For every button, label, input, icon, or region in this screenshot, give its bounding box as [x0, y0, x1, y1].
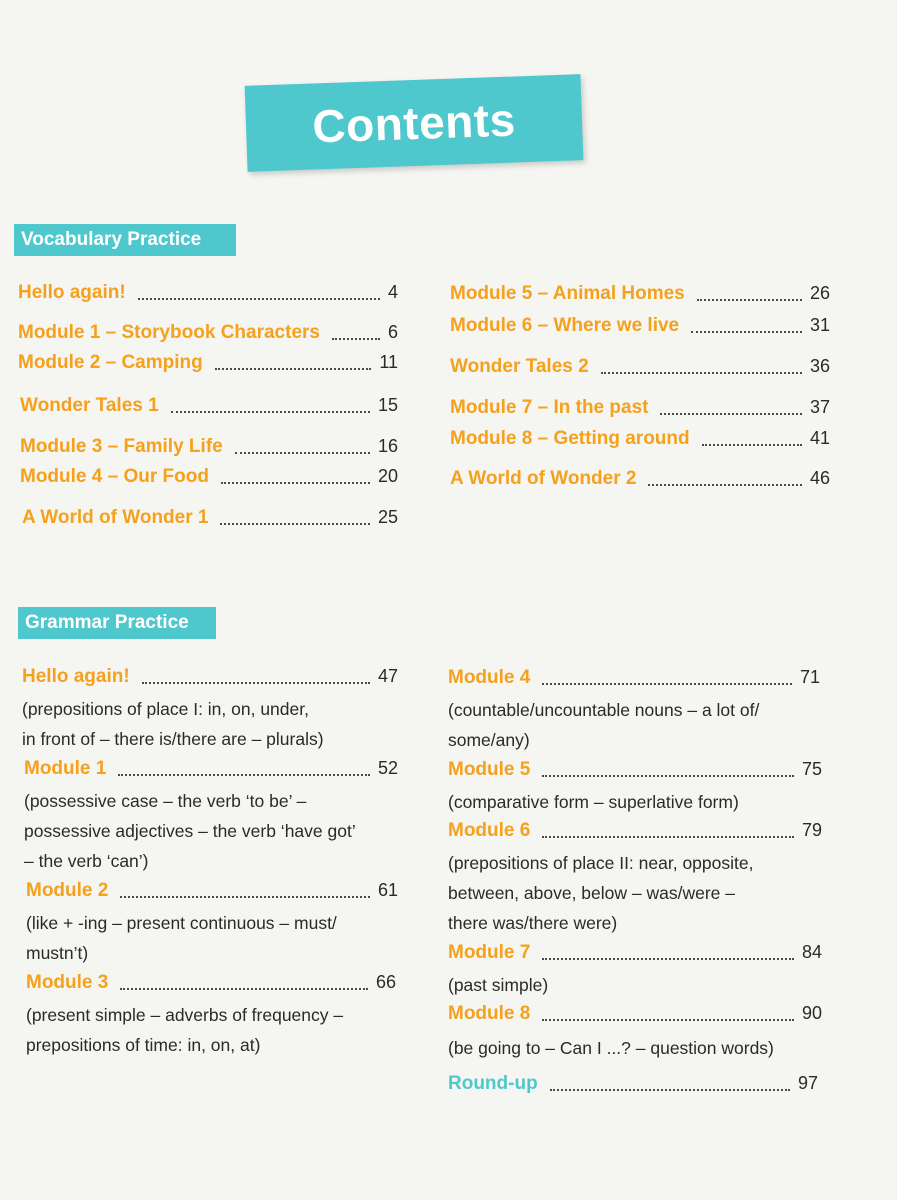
page-number: 97 — [797, 1073, 818, 1093]
dot-leader — [648, 483, 801, 486]
page-number: 79 — [801, 820, 822, 840]
entry-label: Module 4 — [448, 667, 531, 688]
page-number: 52 — [377, 758, 398, 778]
dot-leader — [118, 773, 370, 776]
page-number: 11 — [379, 352, 398, 372]
vocab-entry-module-2[interactable] — [18, 352, 398, 374]
page-number: 4 — [387, 282, 398, 302]
dot-leader — [542, 682, 792, 685]
dot-leader — [138, 297, 380, 300]
page-number: 41 — [809, 428, 830, 448]
page-number: 16 — [377, 436, 398, 456]
dot-leader — [220, 522, 369, 525]
page-number: 47 — [377, 666, 398, 686]
grammar-desc-line: there was/there were) — [448, 913, 618, 933]
entry-label: Module 2 – Camping — [18, 352, 203, 373]
entry-label: Module 3 — [26, 972, 109, 993]
dot-leader — [120, 895, 370, 898]
grammar-desc-line: (past simple) — [448, 975, 549, 995]
grammar-desc-line: (present simple – adverbs of frequency – — [26, 1005, 344, 1025]
entry-label: Module 8 – Getting around — [450, 428, 690, 449]
dot-leader — [221, 481, 370, 484]
grammar-desc-line: (countable/uncountable nouns – a lot of/ — [448, 700, 760, 720]
page-number: 26 — [809, 283, 830, 303]
grammar-desc-line: (possessive case – the verb ‘to be’ – — [24, 791, 307, 811]
contents-title-banner — [245, 74, 584, 172]
entry-label: Module 3 – Family Life — [20, 436, 223, 457]
dot-leader — [691, 330, 802, 333]
vocab-entry-module-5[interactable] — [450, 283, 830, 305]
entry-label: Module 2 — [26, 880, 109, 901]
dot-leader — [542, 835, 794, 838]
page-number: 6 — [387, 322, 398, 342]
vocab-entry-wonder-tales-1[interactable] — [20, 395, 398, 417]
entry-label: Hello again! — [22, 666, 130, 687]
page-number: 75 — [801, 759, 822, 779]
vocab-entry-module-8[interactable] — [450, 428, 830, 450]
entry-label: Module 8 — [448, 1003, 531, 1024]
entry-label: A World of Wonder 2 — [450, 468, 637, 489]
vocab-entry-world-of-wonder-1[interactable] — [22, 507, 398, 529]
vocab-entry-wonder-tales-2[interactable] — [450, 356, 830, 378]
entry-label: Wonder Tales 1 — [20, 395, 159, 416]
entry-label: Hello again! — [18, 282, 126, 303]
page-number: 61 — [377, 880, 398, 900]
page-number: 90 — [801, 1003, 822, 1023]
grammar-entry-module-4[interactable] — [448, 667, 820, 689]
entry-label: A World of Wonder 1 — [22, 507, 209, 528]
page-number: 15 — [377, 395, 398, 415]
entry-label: Module 7 — [448, 942, 531, 963]
page-number: 84 — [801, 942, 822, 962]
page-number: 31 — [809, 315, 830, 335]
grammar-entry-hello-again[interactable] — [22, 666, 398, 688]
entry-label: Module 4 – Our Food — [20, 466, 209, 487]
grammar-entry-round-up[interactable] — [448, 1073, 818, 1095]
vocab-entry-world-of-wonder-2[interactable] — [450, 468, 830, 490]
entry-label: Module 5 – Animal Homes — [450, 283, 685, 304]
grammar-desc-line: mustn’t) — [26, 943, 89, 963]
grammar-desc-line: – the verb ‘can’) — [24, 851, 149, 871]
entry-label: Module 7 – In the past — [450, 397, 649, 418]
dot-leader — [702, 443, 802, 446]
vocab-entry-module-6[interactable] — [450, 315, 830, 337]
grammar-desc-line: (like + -ing – present continuous – must/ — [26, 913, 337, 933]
entry-label: Module 5 — [448, 759, 531, 780]
grammar-desc-line: between, above, below – was/were – — [448, 883, 735, 903]
dot-leader — [332, 337, 380, 340]
grammar-desc-line: some/any) — [448, 730, 530, 750]
entry-label: Module 1 — [24, 758, 107, 779]
grammar-desc-line: in front of – there is/there are – plurals) — [22, 729, 324, 749]
grammar-entry-module-5[interactable] — [448, 759, 822, 781]
page-number: 37 — [809, 397, 830, 417]
page-number: 20 — [377, 466, 398, 486]
dot-leader — [542, 774, 794, 777]
page-number: 71 — [799, 667, 820, 687]
vocab-entry-hello-again[interactable] — [18, 282, 398, 304]
entry-label: Wonder Tales 2 — [450, 356, 589, 377]
grammar-entry-module-1[interactable] — [24, 758, 398, 780]
grammar-entry-module-6[interactable] — [448, 820, 822, 842]
dot-leader — [235, 451, 370, 454]
grammar-desc-line: possessive adjectives – the verb ‘have got’ — [24, 821, 356, 841]
vocab-entry-module-4[interactable] — [20, 466, 398, 488]
dot-leader — [120, 987, 368, 990]
page-number: 46 — [809, 468, 830, 488]
grammar-entry-module-7[interactable] — [448, 942, 822, 964]
grammar-desc-line: prepositions of time: in, on, at) — [26, 1035, 261, 1055]
grammar-desc-line: (be going to – Can I ...? – question words) — [448, 1038, 774, 1058]
grammar-desc-line: (prepositions of place II: near, opposite, — [448, 853, 754, 873]
entry-label: Module 6 — [448, 820, 531, 841]
dot-leader — [215, 367, 372, 370]
vocab-entry-module-7[interactable] — [450, 397, 830, 419]
entry-label: Module 1 – Storybook Characters — [18, 322, 320, 343]
vocab-entry-module-1[interactable] — [18, 322, 398, 344]
dot-leader — [542, 1018, 794, 1021]
grammar-entry-module-2[interactable] — [26, 880, 398, 902]
dot-leader — [142, 681, 370, 684]
entry-label: Module 6 – Where we live — [450, 315, 680, 336]
dot-leader — [550, 1088, 790, 1091]
grammar-entry-module-8[interactable] — [448, 1003, 822, 1025]
entry-label: Round-up — [448, 1073, 538, 1094]
grammar-entry-module-3[interactable] — [26, 972, 396, 994]
grammar-desc-line: (prepositions of place I: in, on, under, — [22, 699, 309, 719]
grammar-practice-heading: Grammar Practice — [18, 607, 216, 639]
grammar-desc-line: (comparative form – superlative form) — [448, 792, 739, 812]
dot-leader — [660, 412, 801, 415]
dot-leader — [171, 410, 370, 413]
page-number: 36 — [809, 356, 830, 376]
dot-leader — [601, 371, 802, 374]
dot-leader — [542, 957, 794, 960]
vocab-entry-module-3[interactable] — [20, 436, 398, 458]
page-number: 25 — [377, 507, 398, 527]
vocabulary-practice-heading: Vocabulary Practice — [14, 224, 236, 256]
page-title: Contents — [311, 93, 517, 153]
page-number: 66 — [375, 972, 396, 992]
dot-leader — [697, 298, 802, 301]
